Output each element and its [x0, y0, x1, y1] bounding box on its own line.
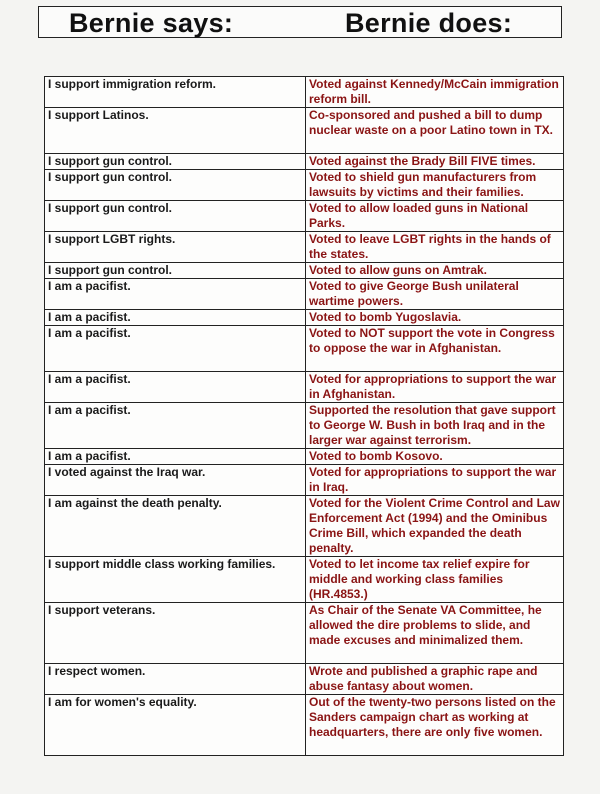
table-row [45, 372, 564, 403]
table-row [45, 496, 564, 557]
says-cell: I support gun control. [45, 263, 306, 279]
says-cell: I support Latinos. [45, 108, 306, 154]
table-row [45, 279, 564, 310]
does-cell: Voted for appropriations to support the war in Iraq. [306, 465, 564, 496]
table-row [45, 695, 564, 756]
does-cell: As Chair of the Senate VA Committee, he allowed the dire problems to slide, and made excuses and minimalized them. [306, 603, 564, 664]
says-cell: I am a pacifist. [45, 372, 306, 403]
does-cell: Voted to bomb Yugoslavia. [306, 310, 564, 326]
says-cell: I respect women. [45, 664, 306, 695]
says-cell: I voted against the Iraq war. [45, 465, 306, 496]
does-cell: Supported the resolution that gave support to George W. Bush in both Iraq and in the larger war against terrorism. [306, 403, 564, 449]
table-row [45, 232, 564, 263]
says-cell: I am a pacifist. [45, 310, 306, 326]
does-cell: Voted for appropriations to support the war in Afghanistan. [306, 372, 564, 403]
table-row [45, 603, 564, 664]
says-cell: I support immigration reform. [45, 77, 306, 108]
says-cell: I am a pacifist. [45, 326, 306, 372]
does-cell: Voted against Kennedy/McCain immigration reform bill. [306, 77, 564, 108]
header-box [38, 6, 562, 38]
says-cell: I support middle class working families. [45, 557, 306, 603]
does-cell: Voted to bomb Kosovo. [306, 449, 564, 465]
says-column-title: Bernie says: [69, 8, 234, 38]
comparison-table [44, 76, 564, 756]
says-cell: I support gun control. [45, 170, 306, 201]
does-cell: Voted for the Violent Crime Control and Law Enforcement Act (1994) and the Ominibus Crime Bill, which expanded the death penalty. [306, 496, 564, 557]
table-row [45, 310, 564, 326]
table-row [45, 154, 564, 170]
table-row [45, 449, 564, 465]
table-row [45, 201, 564, 232]
says-cell: I am a pacifist. [45, 403, 306, 449]
does-cell: Voted to give George Bush unilateral wartime powers. [306, 279, 564, 310]
does-cell: Co-sponsored and pushed a bill to dump nuclear waste on a poor Latino town in TX. [306, 108, 564, 154]
says-cell: I support LGBT rights. [45, 232, 306, 263]
does-cell: Voted to NOT support the vote in Congress to oppose the war in Afghanistan. [306, 326, 564, 372]
table-row [45, 403, 564, 449]
does-cell: Voted to allow loaded guns in National Parks. [306, 201, 564, 232]
says-cell: I support veterans. [45, 603, 306, 664]
says-cell: I am a pacifist. [45, 449, 306, 465]
table-row [45, 326, 564, 372]
says-cell: I support gun control. [45, 201, 306, 232]
does-cell: Voted to allow guns on Amtrak. [306, 263, 564, 279]
says-cell: I am against the death penalty. [45, 496, 306, 557]
does-column-title: Bernie does: [345, 8, 513, 38]
table-row [45, 664, 564, 695]
says-cell: I am for women's equality. [45, 695, 306, 756]
does-cell: Voted against the Brady Bill FIVE times. [306, 154, 564, 170]
table-row [45, 108, 564, 154]
says-cell: I am a pacifist. [45, 279, 306, 310]
table-row [45, 263, 564, 279]
does-cell: Voted to leave LGBT rights in the hands of the states. [306, 232, 564, 263]
table-row [45, 170, 564, 201]
table-row [45, 465, 564, 496]
does-cell: Wrote and published a graphic rape and abuse fantasy about women. [306, 664, 564, 695]
table-row [45, 557, 564, 603]
says-cell: I support gun control. [45, 154, 306, 170]
does-cell: Voted to shield gun manufacturers from lawsuits by victims and their families. [306, 170, 564, 201]
table-row [45, 77, 564, 108]
does-cell: Voted to let income tax relief expire for middle and working class families (HR.4853.) [306, 557, 564, 603]
does-cell: Out of the twenty-two persons listed on the Sanders campaign chart as working at headquarters, there are only five women. [306, 695, 564, 756]
